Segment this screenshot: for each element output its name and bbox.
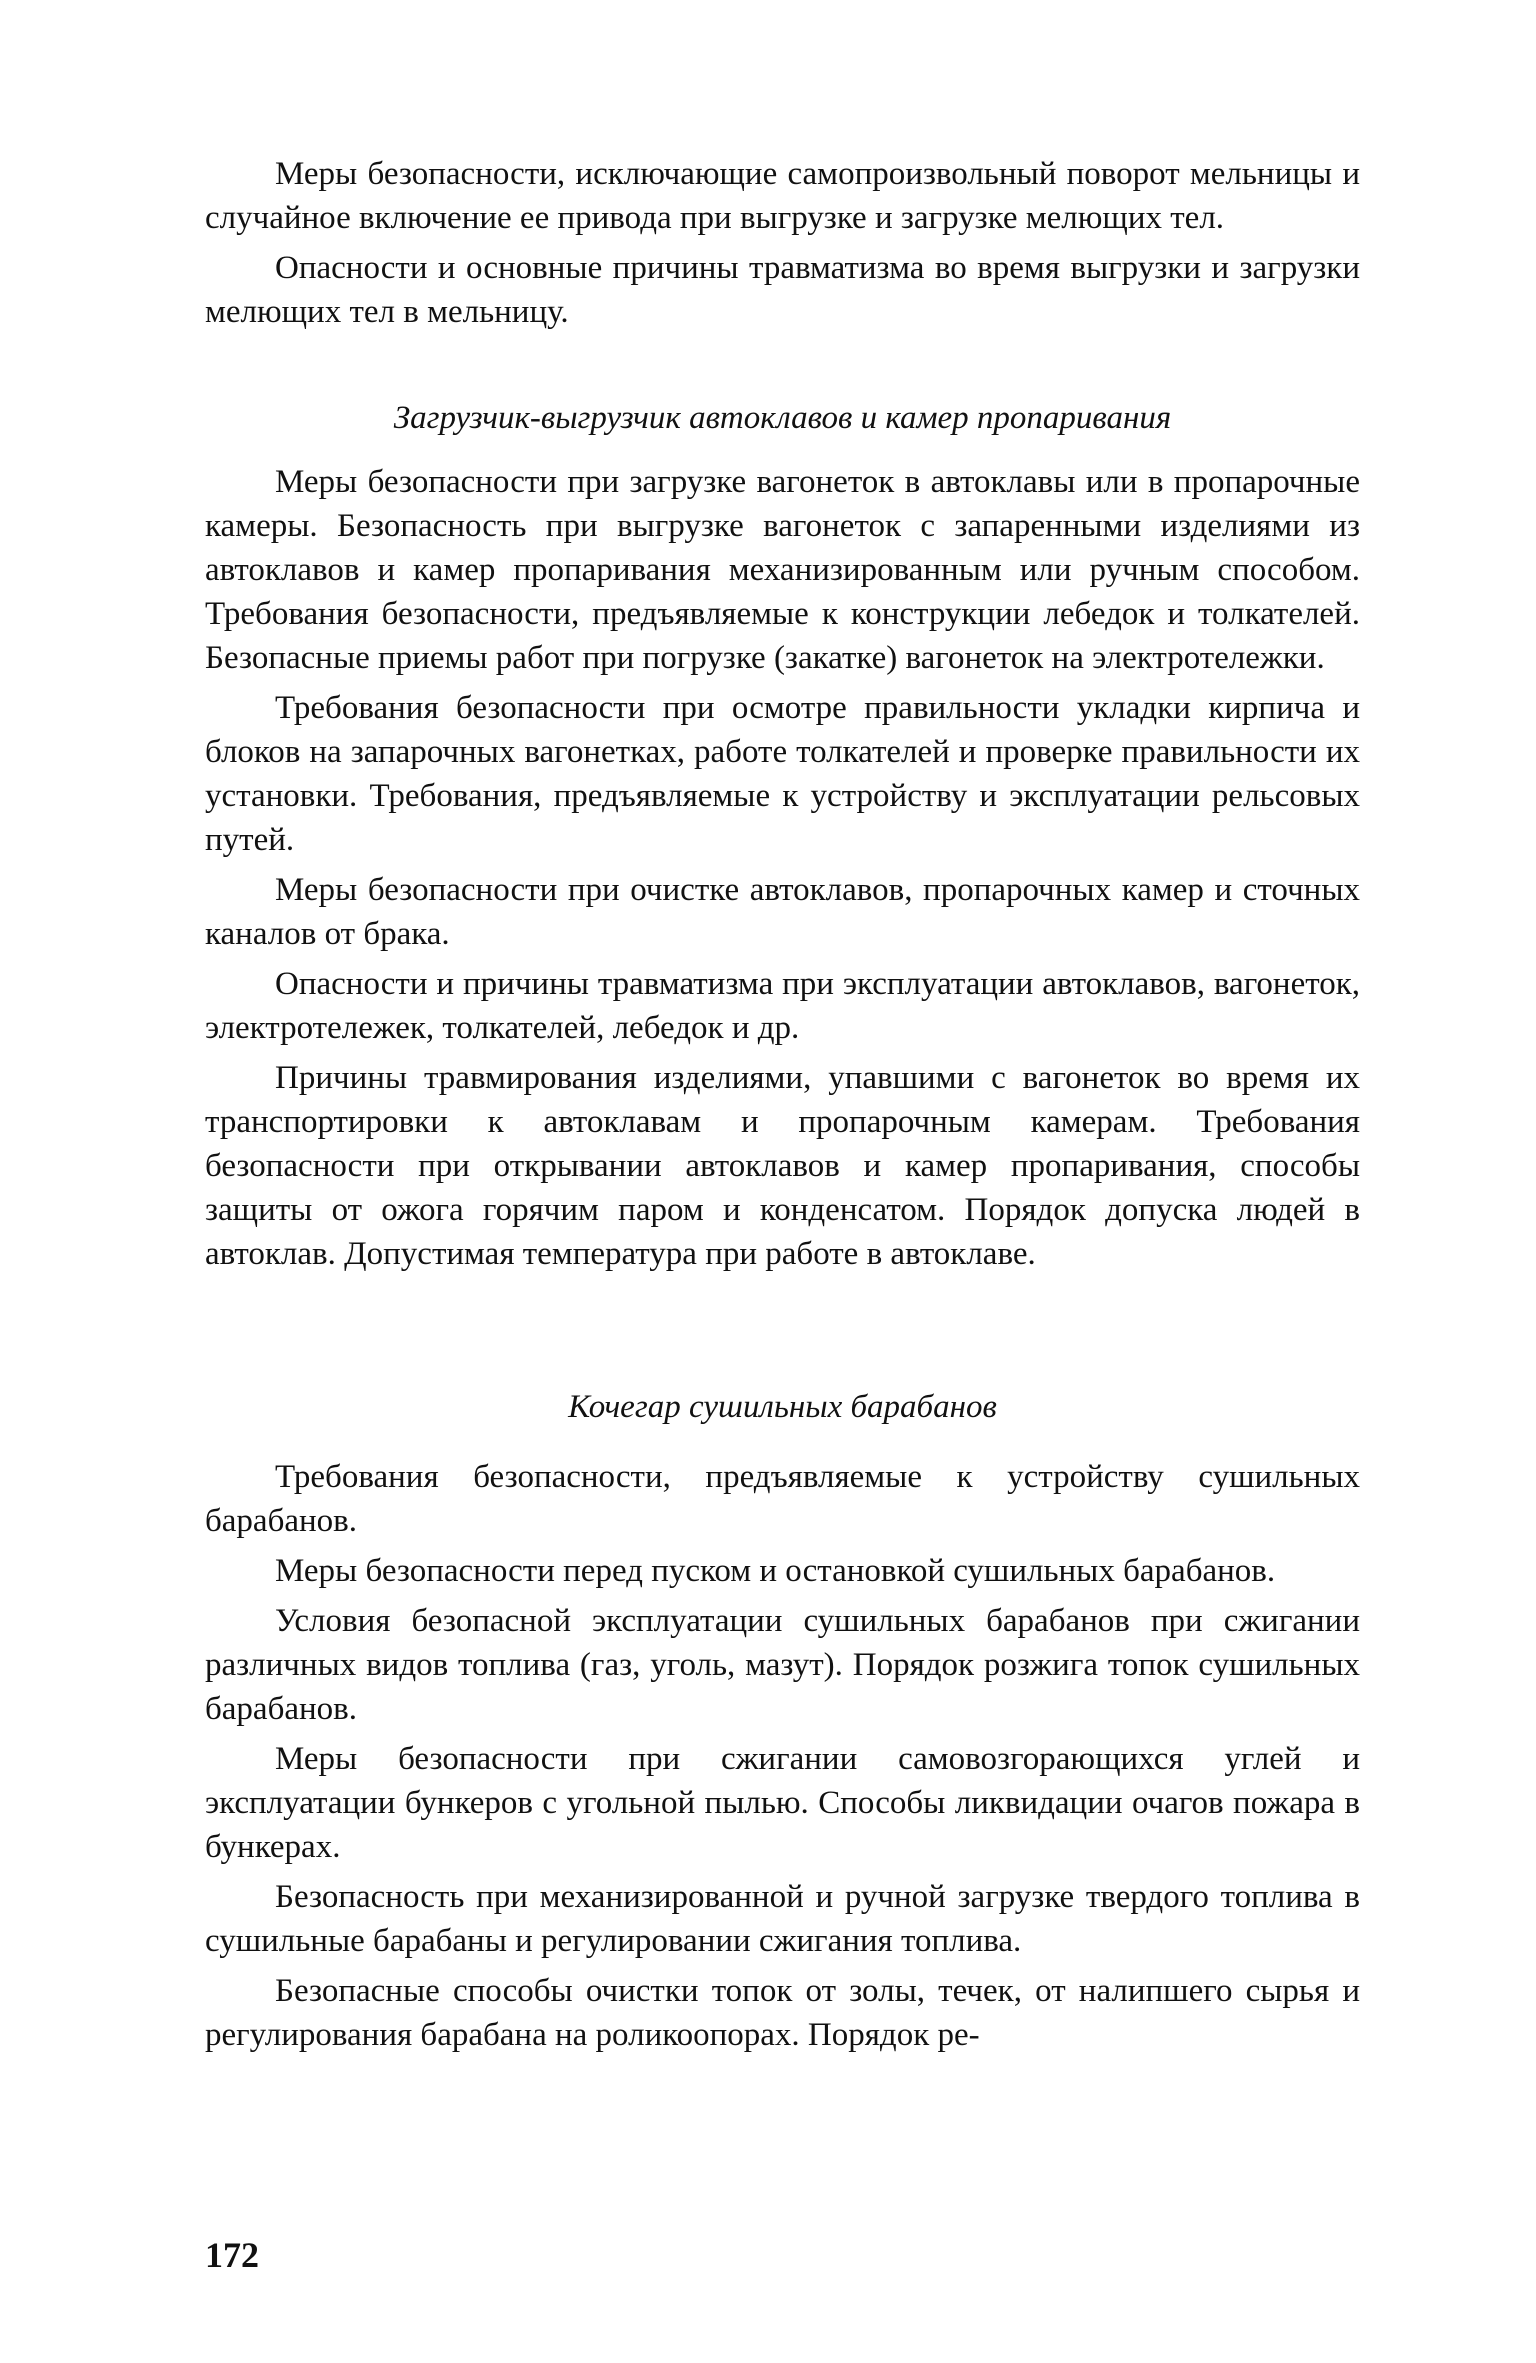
section-zagruzchik-body (205, 460, 1360, 1282)
paragraph: Меры безопасности при сжигании самовозгорающихся углей и эксплуатации бункеров с угольной пылью. Способы ликвидации очагов пожара в бункерах. (205, 1741, 1360, 1865)
paragraph: Требования безопасности при осмотре правильности укладки кирпича и блоков на запарочных вагонетках, работе толкателей и проверке правильности их установки. Требования, предъявляемые к устройству и эксплуатации рельсовых путей. (205, 690, 1360, 858)
paragraph: Безопасность при механизированной и ручной загрузке твердого топлива в сушильные барабаны и регулировании сжигания топлива. (205, 1879, 1360, 1959)
section-heading: Загрузчик-выгрузчик автоклавов и камер пропаривания (393, 400, 1172, 436)
page-number: 172 (205, 2235, 259, 2275)
paragraph: Меры безопасности перед пуском и остановкой сушильных барабанов. (275, 1553, 1276, 1589)
section-kochegar (205, 1385, 1360, 1429)
paragraph: Причины травмирования изделиями, упавшими с вагонеток во время их транспортировки к автоклавам и пропарочным камерам. Требования безопасности при открывании автоклавов и камер пропаривания, способы защиты от ожога горячим паром и конденсатом. Порядок допуска людей в автоклав. Допустимая температура при работе в автоклаве. (205, 1060, 1360, 1272)
paragraph: Условия безопасной эксплуатации сушильных барабанов при сжигании различных видов топлива (газ, уголь, мазут). Порядок розжига топок сушильных барабанов. (205, 1603, 1360, 1727)
section-kochegar-body (205, 1455, 1360, 2063)
paragraph: Требования безопасности, предъявляемые к устройству сушильных барабанов. (205, 1459, 1360, 1539)
paragraph: Меры безопасности, исключающие самопроизвольный поворот мельницы и случайное включение ее привода при выгрузке и загрузке мелющих тел. (205, 156, 1360, 236)
paragraph: Безопасные способы очистки топок от золы, течек, от налипшего сырья и регулирования барабана на роликоопорах. Порядок ре- (205, 1973, 1360, 2053)
paragraph: Опасности и основные причины травматизма во время выгрузки и загрузки мелющих тел в мельницу. (205, 250, 1360, 330)
paragraph: Опасности и причины травматизма при эксплуатации автоклавов, вагонеток, электротележек, толкателей, лебедок и др. (205, 966, 1360, 1046)
paragraph: Меры безопасности при загрузке вагонеток в автоклавы или в пропарочные камеры. Безопасность при выгрузке вагонеток с запаренными изделиями из автоклавов и камер пропаривания механизированным или ручным способом. Требования безопасности, предъявляемые к конструкции лебедок и толкателей. Безопасные приемы работ при погрузке (закатке) вагонеток на электротележки. (205, 464, 1360, 676)
section-zagruzchik (205, 396, 1360, 440)
paragraph: Меры безопасности при очистке автоклавов, пропарочных камер и сточных каналов от брака. (205, 872, 1360, 952)
intro-block (205, 152, 1360, 340)
section-heading: Кочегар сушильных барабанов (568, 1389, 997, 1425)
